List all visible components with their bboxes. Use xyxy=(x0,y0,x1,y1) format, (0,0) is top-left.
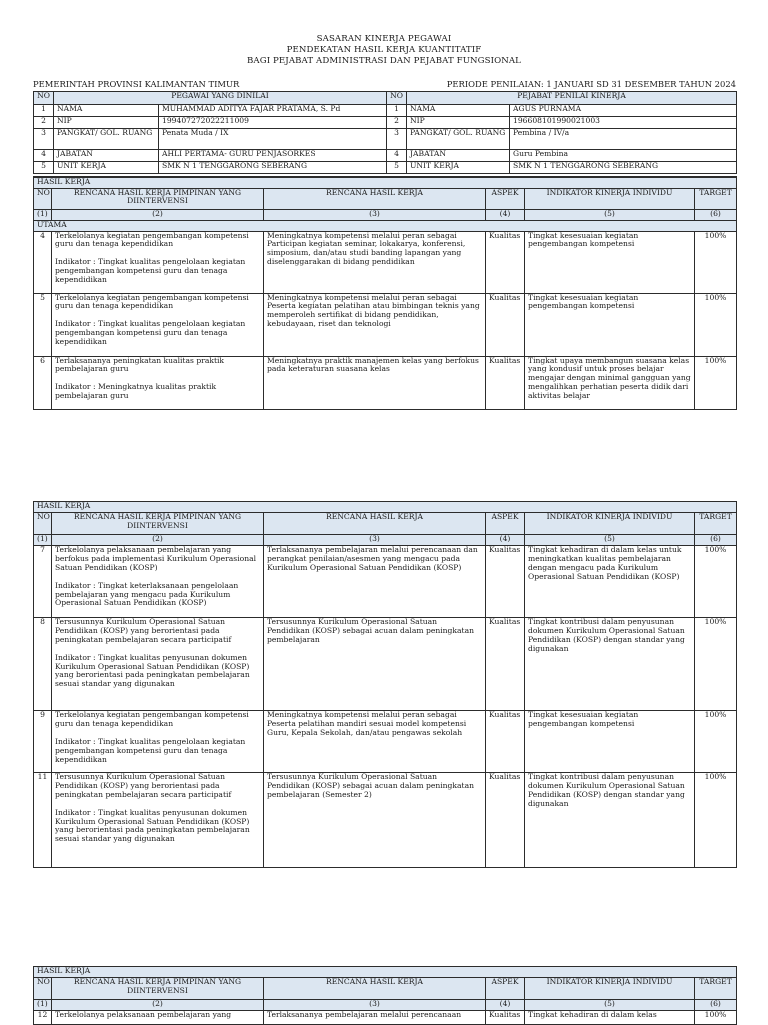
col-number-6: (6) xyxy=(695,1000,737,1011)
rencana-cell: Tersusunnya Kurikulum Operasional Satuan Pendidikan (KOSP) sebagai acuan dalam peningkatan pembelajaran xyxy=(264,618,486,711)
pegawai-dinilai-header: PEGAWAI YANG DINILAI xyxy=(54,92,387,105)
aspek-cell: Kualitas xyxy=(486,711,525,773)
row-no: 5 xyxy=(34,162,54,174)
indikator-cell: Tingkat upaya membangun suasana kelas yang kondusif untuk proses belajar mengajar dengan minimal gangguan yang mengalihkan perhatian peserta didik dari aktivitas belajar xyxy=(525,356,695,409)
pegawai-row xyxy=(34,150,737,162)
col-number-5: (5) xyxy=(525,535,695,546)
pegawai-table-header xyxy=(34,92,737,105)
document-title-line-3: BAGI PEJABAT ADMINISTRASI DAN PEJABAT FUNGSIONAL xyxy=(247,56,521,66)
aspek-cell: Kualitas xyxy=(486,293,525,356)
col-number-1: (1) xyxy=(34,209,52,220)
target-cell: 100% xyxy=(695,293,737,356)
indikator-cell: Tingkat kontribusi dalam penyusunan dokumen Kurikulum Operasional Satuan Pendidikan (KOSP) dengan standar yang digunakan xyxy=(525,618,695,711)
row-number: 5 xyxy=(34,293,52,356)
row-no: 2 xyxy=(34,117,54,129)
col-number-1: (1) xyxy=(34,1000,52,1011)
row-number: 12 xyxy=(34,1011,52,1025)
row-label: UNIT KERJA xyxy=(54,162,159,174)
row-number: 11 xyxy=(34,773,52,868)
penilai-value: SMK N 1 TENGGARONG SEBERANG xyxy=(510,162,737,174)
indikator-column-header: INDIKATOR KINERJA INDIVIDU xyxy=(525,978,695,1000)
row-number: 6 xyxy=(34,356,52,409)
pimpinan-cell: Terkelolanya kegiatan pengembangan kompetensi guru dan tenaga kependidikan Indikator : Tingkat kualitas pengelolaan kegiatan pengembangan kompetensi guru dan tenaga kependidikan xyxy=(52,293,264,356)
pimpinan-column-header: RENCANA HASIL KERJA PIMPINAN YANG DIINTERVENSI xyxy=(52,188,264,209)
hasil-kerja-label: HASIL KERJA xyxy=(34,177,737,188)
rencana-column-header: RENCANA HASIL KERJA xyxy=(264,188,486,209)
utama-label: UTAMA xyxy=(34,220,737,231)
rencana-cell: Terlaksananya pembelajaran melalui perencanaan xyxy=(264,1011,486,1025)
aspek-column-header: ASPEK xyxy=(486,978,525,1000)
column-number-row xyxy=(34,209,737,220)
pimpinan-column-header: RENCANA HASIL KERJA PIMPINAN YANG DIINTERVENSI xyxy=(52,513,264,535)
section-header xyxy=(34,502,737,513)
row-no-2: 3 xyxy=(387,129,407,150)
dinilai-value: AHLI PERTAMA- GURU PENJASORKES xyxy=(159,150,387,162)
target-cell: 100% xyxy=(695,618,737,711)
penilai-value: Pembina / IV/a xyxy=(510,129,737,150)
target-cell: 100% xyxy=(695,773,737,868)
penilai-value: 196608101990021003 xyxy=(510,117,737,129)
table-row xyxy=(34,1011,737,1025)
hasil-kerja-table-1 xyxy=(33,176,737,410)
col-number-5: (5) xyxy=(525,209,695,220)
dinilai-value: 199407272022211009 xyxy=(159,117,387,129)
row-no: 3 xyxy=(34,129,54,150)
dinilai-value: MUHAMMAD ADITYA FAJAR PRATAMA, S. Pd xyxy=(159,105,387,117)
pimpinan-cell: Tersusunnya Kurikulum Operasional Satuan Pendidikan (KOSP) yang berorientasi pada peningkatan pembelajaran secara participatif Indikator : Tingkat kualitas penyusunan dokumen Kurikulum Operasional Satuan Pendidikan (KOSP) yang berorientasi pada peningkatan pembelajaran sesuai standar yang digunakan xyxy=(52,773,264,868)
indikator-cell: Tingkat kehadiran di dalam kelas untuk meningkatkan kualitas pembelajaran dengan mengacu pada Kurikulum Operasional Satuan Pendidikan (KOSP) xyxy=(525,546,695,618)
target-cell: 100% xyxy=(695,1011,737,1025)
penilai-value: Guru Pembina xyxy=(510,150,737,162)
col-number-4: (4) xyxy=(486,535,525,546)
table-row xyxy=(34,773,737,868)
pimpinan-cell: Terkelolanya kegiatan pengembangan kompetensi guru dan tenaga kependidikan Indikator : Tingkat kualitas pengelolaan kegiatan pengembangan kompetensi guru dan tenaga kependidikan xyxy=(52,231,264,293)
row-no: 4 xyxy=(34,150,54,162)
pimpinan-cell: Terkelolanya pelaksanaan pembelajaran yang berfokus pada implementasi Kurikulum Operasional Satuan Pendidikan (KOSP) Indikator : Tingkat keterlaksanaan pengelolaan pembelajaran yang mengacu pada Kurikulum Operasional Satuan Pendidikan (KOSP) xyxy=(52,546,264,618)
row-no-2: 1 xyxy=(387,105,407,117)
target-cell: 100% xyxy=(695,356,737,409)
row-no-2: 5 xyxy=(387,162,407,174)
pimpinan-column-header: RENCANA HASIL KERJA PIMPINAN YANG DIINTERVENSI xyxy=(52,978,264,1000)
row-no-2: 2 xyxy=(387,117,407,129)
no-header-2: NO xyxy=(387,92,407,105)
column-header-row xyxy=(34,978,737,1000)
aspek-cell: Kualitas xyxy=(486,231,525,293)
dinilai-value: SMK N 1 TENGGARONG SEBERANG xyxy=(159,162,387,174)
table-row xyxy=(34,711,737,773)
pimpinan-cell: Tersusunnya Kurikulum Operasional Satuan Pendidikan (KOSP) yang berorientasi pada peningkatan pembelajaran secara participatif Indikator : Tingkat kualitas penyusunan dokumen Kurikulum Operasional Satuan Pendidikan (KOSP) yang berorientasi pada peningkatan pembelajaran sesuai standar yang digunakan xyxy=(52,618,264,711)
hasil-kerja-table-2 xyxy=(33,501,737,868)
row-number: 8 xyxy=(34,618,52,711)
row-no-2: 4 xyxy=(387,150,407,162)
no-column-header: NO xyxy=(34,188,52,209)
col-number-3: (3) xyxy=(264,535,486,546)
indikator-column-header: INDIKATOR KINERJA INDIVIDU xyxy=(525,513,695,535)
rencana-cell: Meningkatnya kompetensi melalui peran sebagai Peserta pelatihan mandiri sesuai model kompetensi Guru, Kepala Sekolah, dan/atau pengawas sekolah xyxy=(264,711,486,773)
target-column-header: TARGET xyxy=(695,978,737,1000)
row-label: NAMA xyxy=(54,105,159,117)
aspek-cell: Kualitas xyxy=(486,546,525,618)
pegawai-row xyxy=(34,129,737,150)
col-number-4: (4) xyxy=(486,1000,525,1011)
pimpinan-cell: Terkelolanya pelaksanaan pembelajaran yang xyxy=(52,1011,264,1025)
penilai-value: AGUS PURNAMA xyxy=(510,105,737,117)
aspek-cell: Kualitas xyxy=(486,773,525,868)
row-label-2: NAMA xyxy=(407,105,510,117)
row-no: 1 xyxy=(34,105,54,117)
row-number: 9 xyxy=(34,711,52,773)
rencana-cell: Meningkatnya kompetensi melalui peran sebagai Peserta kegiatan pelatihan atau bimbingan teknis yang memperoleh sertifikat di bidang pendidikan, kebudayaan, riset dan teknologi xyxy=(264,293,486,356)
pegawai-row xyxy=(34,105,737,117)
col-number-4: (4) xyxy=(486,209,525,220)
table-row xyxy=(34,356,737,409)
periode-label: PERIODE PENILAIAN: 1 JANUARI SD 31 DESEMBER TAHUN 2024 xyxy=(446,79,736,89)
table-row xyxy=(34,618,737,711)
col-number-5: (5) xyxy=(525,1000,695,1011)
col-number-3: (3) xyxy=(264,209,486,220)
indikator-cell: Tingkat kesesuaian kegiatan pengembangan kompetensi xyxy=(525,293,695,356)
column-number-row xyxy=(34,1000,737,1011)
no-header: NO xyxy=(34,92,54,105)
aspek-column-header: ASPEK xyxy=(486,513,525,535)
indikator-cell: Tingkat kesesuaian kegiatan pengembangan kompetensi xyxy=(525,711,695,773)
hasil-kerja-table-3 xyxy=(33,966,737,1025)
column-header-row xyxy=(34,188,737,209)
document-title-line-1: SASARAN KINERJA PEGAWAI xyxy=(316,34,452,44)
col-number-2: (2) xyxy=(52,209,264,220)
aspek-cell: Kualitas xyxy=(486,618,525,711)
hasil-kerja-label: HASIL KERJA xyxy=(34,502,737,513)
pejabat-penilai-header: PEJABAT PENILAI KINERJA xyxy=(407,92,737,105)
col-number-1: (1) xyxy=(34,535,52,546)
rencana-cell: Meningkatnya praktik manajemen kelas yang berfokus pada keteraturan suasana kelas xyxy=(264,356,486,409)
row-number: 4 xyxy=(34,231,52,293)
col-number-2: (2) xyxy=(52,535,264,546)
pimpinan-cell: Terkelolanya kegiatan pengembangan kompetensi guru dan tenaga kependidikan Indikator : Tingkat kualitas pengelolaan kegiatan pengembangan kompetensi guru dan tenaga kependidikan xyxy=(52,711,264,773)
table-row xyxy=(34,546,737,618)
no-column-header: NO xyxy=(34,513,52,535)
row-label-2: UNIT KERJA xyxy=(407,162,510,174)
indikator-cell: Tingkat kontribusi dalam penyusunan dokumen Kurikulum Operasional Satuan Pendidikan (KOSP) dengan standar yang digunakan xyxy=(525,773,695,868)
row-label: JABATAN xyxy=(54,150,159,162)
aspek-cell: Kualitas xyxy=(486,1011,525,1025)
rencana-cell: Tersusunnya Kurikulum Operasional Satuan Pendidikan (KOSP) sebagai acuan dalam peningkatan pembelajaran (Semester 2) xyxy=(264,773,486,868)
row-label-2: PANGKAT/ GOL. RUANG xyxy=(407,129,510,150)
dinilai-value: Penata Muda / IX xyxy=(159,129,387,150)
pegawai-table xyxy=(33,91,737,174)
col-number-6: (6) xyxy=(695,535,737,546)
column-number-row xyxy=(34,535,737,546)
rencana-cell: Meningkatnya kompetensi melalui peran sebagai Participan kegiatan seminar, lokakarya, konferensi, simposium, dan/atau studi banding lapangan yang diselenggarakan di bidang pendidikan xyxy=(264,231,486,293)
row-label: NIP xyxy=(54,117,159,129)
document-title-line-2: PENDEKATAN HASIL KERJA KUANTITATIF xyxy=(286,45,482,55)
section-header xyxy=(34,177,737,188)
rencana-column-header: RENCANA HASIL KERJA xyxy=(264,513,486,535)
target-column-header: TARGET xyxy=(695,513,737,535)
indikator-column-header: INDIKATOR KINERJA INDIVIDU xyxy=(525,188,695,209)
target-cell: 100% xyxy=(695,546,737,618)
instansi-label: PEMERINTAH PROVINSI KALIMANTAN TIMUR xyxy=(33,79,240,89)
indikator-cell: Tingkat kehadiran di dalam kelas xyxy=(525,1011,695,1025)
row-label-2: NIP xyxy=(407,117,510,129)
table-row xyxy=(34,293,737,356)
target-column-header: TARGET xyxy=(695,188,737,209)
rencana-column-header: RENCANA HASIL KERJA xyxy=(264,978,486,1000)
pimpinan-cell: Terlaksananya peningkatan kualitas praktik pembelajaran guru Indikator : Meningkatnya kualitas praktik pembelajaran guru xyxy=(52,356,264,409)
rencana-cell: Terlaksananya pembelajaran melalui perencanaan dan perangkat penilaian/asesmen yang mengacu pada Kurikulum Operasional Satuan Pendidikan (KOSP) xyxy=(264,546,486,618)
pegawai-row xyxy=(34,117,737,129)
col-number-3: (3) xyxy=(264,1000,486,1011)
target-cell: 100% xyxy=(695,231,737,293)
aspek-column-header: ASPEK xyxy=(486,188,525,209)
hasil-kerja-label: HASIL KERJA xyxy=(34,967,737,978)
section-header xyxy=(34,967,737,978)
column-header-row xyxy=(34,513,737,535)
no-column-header: NO xyxy=(34,978,52,1000)
pegawai-row xyxy=(34,162,737,174)
utama-row xyxy=(34,220,737,231)
col-number-6: (6) xyxy=(695,209,737,220)
row-label-2: JABATAN xyxy=(407,150,510,162)
row-number: 7 xyxy=(34,546,52,618)
aspek-cell: Kualitas xyxy=(486,356,525,409)
col-number-2: (2) xyxy=(52,1000,264,1011)
table-row xyxy=(34,231,737,293)
indikator-cell: Tingkat kesesuaian kegiatan pengembangan kompetensi xyxy=(525,231,695,293)
row-label: PANGKAT/ GOL. RUANG xyxy=(54,129,159,150)
target-cell: 100% xyxy=(695,711,737,773)
